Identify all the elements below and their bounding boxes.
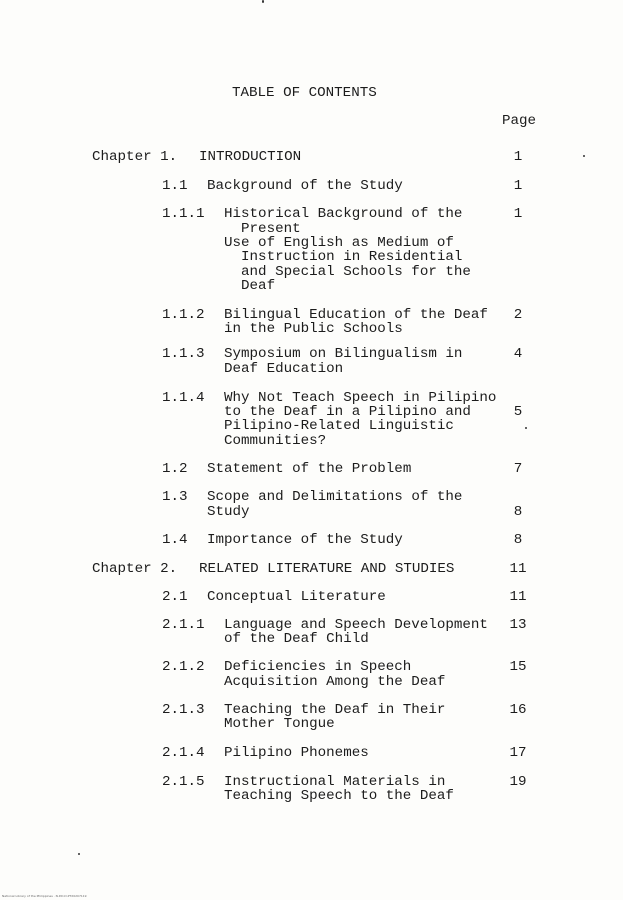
section-number: 1.1.3 [162,346,205,362]
chapter-label: Chapter 1. [92,149,178,165]
section-title-line: Use of English as Medium of [224,235,454,251]
page-number: 17 [509,745,527,761]
section-title-line: Historical Background of the [224,206,463,222]
section-number: 2.1.1 [162,617,205,633]
section-number: 1.3 [162,489,188,505]
section-title-line: and Special Schools for the [224,264,471,280]
page-number: 15 [509,659,527,675]
scan-speck [262,0,264,3]
section-title-line: Deficiencies in Speech [224,659,412,675]
section-number: 2.1.3 [162,702,205,718]
page-number: 1 [513,149,523,165]
section-title-line: Pilipino-Related Linguistic [224,418,454,434]
section-title-line: Study [207,504,250,520]
page-number: 7 [513,461,523,477]
page-number: 8 [513,504,523,520]
section-title-line: Instruction in Residential [224,249,463,265]
page-number: 2 [513,307,523,323]
library-stamp: National Library of the Philippines · N.P.D.D.PT20207119 [2,894,87,898]
section-title-line: Deaf [224,278,276,294]
section-number: 2.1.4 [162,745,205,761]
section-title-line: Teaching Speech to the Deaf [224,788,454,804]
section-title-line: Importance of the Study [207,532,403,548]
page-number: 11 [509,561,527,577]
section-title-line: to the Deaf in a Pilipino and [224,404,471,420]
section-number: 1.4 [162,532,188,548]
section-title-line: Deaf Education [224,361,344,377]
page-number: 11 [509,589,527,605]
section-title-line: Teaching the Deaf in Their [224,702,446,718]
section-title-line: Mother Tongue [224,716,335,732]
section-title-line: Communities? [224,433,327,449]
section-title-line: Present [224,221,301,237]
page-number: 13 [509,617,527,633]
page-number: 5 [513,404,523,420]
section-number: 2.1.5 [162,774,205,790]
section-title-line: Why Not Teach Speech in Pilipino [224,390,497,406]
scan-speck [78,853,80,855]
section-title-line: Background of the Study [207,178,403,194]
section-number: 1.2 [162,461,188,477]
section-title-line: Symposium on Bilingualism in [224,346,463,362]
page-number: 1 [513,206,523,222]
section-number: 2.1 [162,589,188,605]
page-number: 8 [513,532,523,548]
section-number: 1.1.1 [162,206,205,222]
chapter-label: Chapter 2. [92,561,178,577]
section-number: 2.1.2 [162,659,205,675]
page-number: 16 [509,702,527,718]
chapter-title: RELATED LITERATURE AND STUDIES [199,561,455,577]
section-title-line: Statement of the Problem [207,461,412,477]
section-number: 1.1 [162,178,188,194]
section-number: 1.1.4 [162,390,205,406]
section-title-line: Instructional Materials in [224,774,446,790]
chapter-title: INTRODUCTION [199,149,302,165]
section-title-line: Language and Speech Development [224,617,488,633]
scan-speck [583,155,585,157]
section-number: 1.1.2 [162,307,205,323]
page-column-header: Page [502,113,537,129]
page-number: 19 [509,774,527,790]
page-number: 4 [513,346,523,362]
section-title-line: Conceptual Literature [207,589,386,605]
page-number: 1 [513,178,523,194]
scan-speck [525,427,527,429]
section-title-line: Acquisition Among the Deaf [224,674,446,690]
section-title-line: Pilipino Phonemes [224,745,369,761]
section-title-line: in the Public Schools [224,321,403,337]
section-title-line: Bilingual Education of the Deaf [224,307,488,323]
section-title-line: Scope and Delimitations of the [207,489,463,505]
section-title-line: of the Deaf Child [224,631,369,647]
toc-title: TABLE OF CONTENTS [232,85,377,101]
